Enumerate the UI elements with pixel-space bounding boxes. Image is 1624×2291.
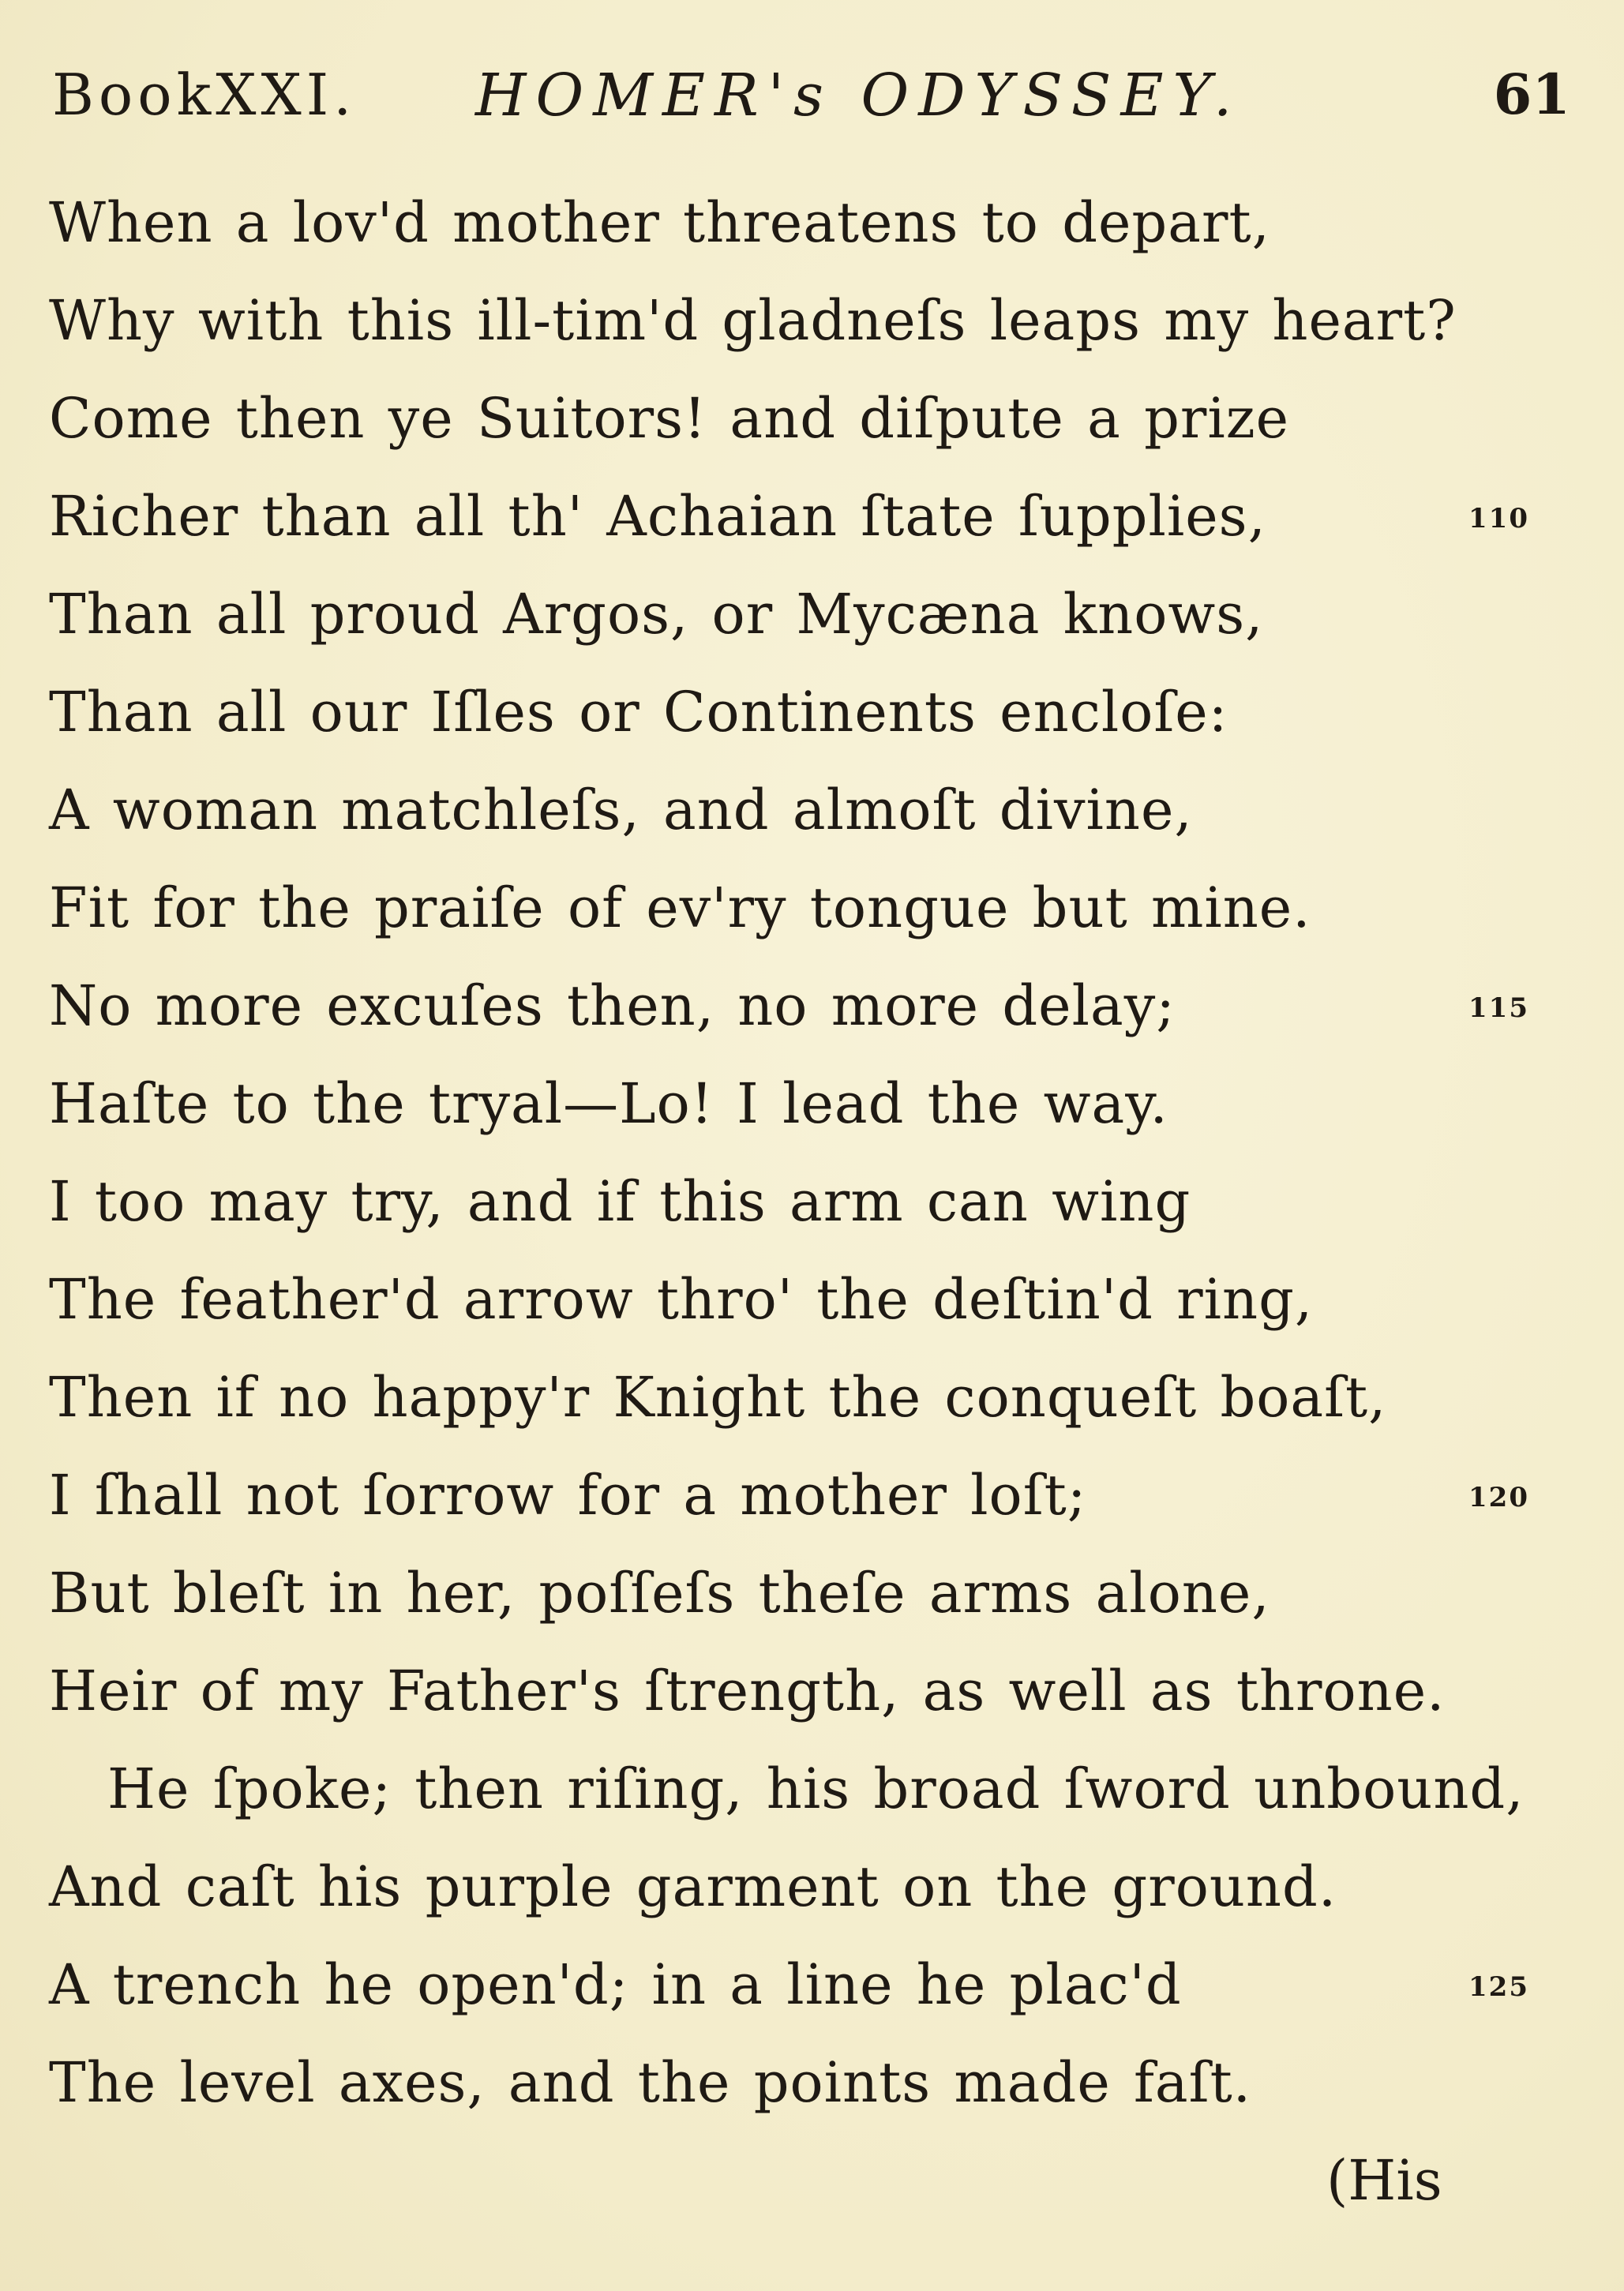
verse-text: Haſte to the tryal—Lo! I lead the way. bbox=[49, 1071, 1168, 1136]
line-number: 110 bbox=[1468, 503, 1529, 534]
line-number: 115 bbox=[1468, 992, 1529, 1024]
verse-line bbox=[0, 1064, 1624, 1162]
verse-text: When a lov'd mother threatens to depart, bbox=[49, 190, 1270, 255]
verse-line bbox=[0, 1749, 1624, 1847]
verse-line bbox=[0, 1358, 1624, 1456]
verse-text: The level axes, and the points made faſt. bbox=[49, 2050, 1251, 2115]
verse-line bbox=[0, 1456, 1624, 1554]
page-number: 61 bbox=[1493, 62, 1570, 127]
verse-line bbox=[0, 1945, 1624, 2043]
verse-text: Richer than all th' Achaian ſtate ſupplies, bbox=[49, 484, 1266, 549]
verse-text: A woman matchleſs, and almoſt divine, bbox=[49, 778, 1193, 842]
book-label: BookXXI. bbox=[52, 62, 357, 128]
verse-line bbox=[0, 868, 1624, 966]
verse-text: Why with this ill-tim'd gladneſs leaps my heart? bbox=[49, 288, 1457, 353]
verse-text: Than all our Iſles or Continents encloſe: bbox=[49, 680, 1228, 744]
verse-text: No more excuſes then, no more delay; bbox=[49, 973, 1176, 1038]
verse-line bbox=[0, 1847, 1624, 1945]
verse-text: Then if no happy'r Knight the conqueſt boaſt, bbox=[49, 1365, 1387, 1430]
catchword: (His bbox=[1326, 2148, 1442, 2213]
verse-line bbox=[0, 1554, 1624, 1652]
verse-text: The feather'd arrow thro' the deſtin'd ring, bbox=[49, 1267, 1314, 1332]
verse-text: I ſhall not ſorrow for a mother loſt; bbox=[49, 1463, 1087, 1528]
verse-line bbox=[0, 183, 1624, 281]
verse-line bbox=[0, 2043, 1624, 2141]
running-title: HOMER's ODYSSEY. bbox=[475, 62, 1242, 129]
verse-text: A trench he open'd; in a line he plac'd bbox=[49, 1952, 1182, 2017]
verse-line bbox=[0, 1162, 1624, 1260]
verse-line bbox=[0, 575, 1624, 673]
verse-text: Fit for the praiſe of ev'ry tongue but mine. bbox=[49, 876, 1311, 940]
running-header bbox=[0, 62, 1624, 148]
verse-line bbox=[0, 477, 1624, 575]
verse-text: Come then ye Suitors! and diſpute a prize bbox=[49, 386, 1290, 451]
verse-line bbox=[0, 1260, 1624, 1358]
verse-text: And caſt his purple garment on the ground. bbox=[49, 1854, 1337, 1919]
verse-text: Heir of my Father's ſtrength, as well as throne. bbox=[49, 1659, 1446, 1723]
verse-line bbox=[0, 281, 1624, 379]
verse-text: But bleſt in her, poſſeſs theſe arms alone, bbox=[49, 1561, 1270, 1625]
line-number: 125 bbox=[1468, 1971, 1529, 2003]
verse-line bbox=[0, 771, 1624, 868]
verse-line bbox=[0, 673, 1624, 771]
verse-line bbox=[0, 966, 1624, 1064]
verse-line bbox=[0, 379, 1624, 477]
poem-text bbox=[0, 183, 1624, 2141]
verse-text: He ſpoke; then riſing, his broad ſword unbound, bbox=[107, 1757, 1525, 1821]
verse-text: I too may try, and if this arm can wing bbox=[49, 1169, 1191, 1234]
verse-text: Than all proud Argos, or Mycæna knows, bbox=[49, 582, 1264, 647]
verse-line bbox=[0, 1652, 1624, 1749]
line-number: 120 bbox=[1468, 1482, 1529, 1513]
